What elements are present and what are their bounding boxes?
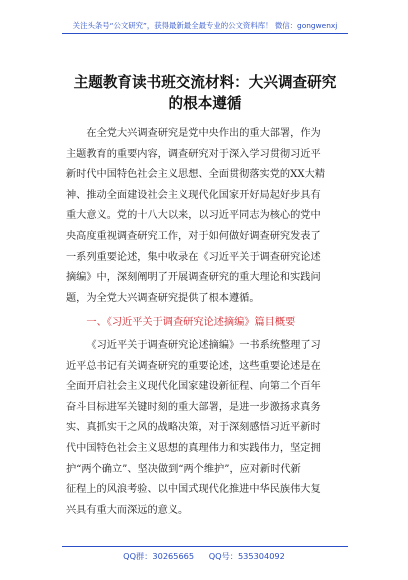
paragraph-overview [66,336,344,521]
text-line: 重大意义。党的十八大以来，以习近平同志为核心的党中 [66,210,321,222]
text-line: 在全党大兴调查研究是党中央作出的重大部署，作为 [86,128,321,139]
text-line: 神、推动全面建设社会主义现代化国家开好局起好步具有 [66,189,321,201]
text-line: 主题教育的重要内容，调查研究对于深入学习贯彻习近平 [66,148,321,160]
footer-divider [62,546,348,547]
text-line: 征程上的风浪考验、以中国式现代化推进中华民族伟大复 [66,484,321,496]
footer [0,549,408,563]
section-heading: 一、《习近平关于调查研究论述摘编》篇目概要 [86,317,296,328]
footer-qq-group: QQ群：30265665 [123,551,195,561]
text-line: 《习近平关于调查研究论述摘编》一书系统整理了习 [86,340,321,351]
footer-qq-number: QQ号：535304092 [208,551,285,561]
text-line: 近平总书记有关调查研究的重要论述，这些重要论述是在 [66,360,321,372]
text-line: 实、真抓实干之风的战略决策，对于深刻感悟习近平新时 [66,422,321,434]
title-line-2: 的根本遵循 [168,95,242,112]
text-line: 兴具有重大而深远的意义。 [66,504,189,516]
text-line: 题，为全党大兴调查研究提供了根本遵循。 [66,292,260,304]
header-banner: 关注头条号“公文研究”，获得最新最全最专业的公文资料库！ 微信：gongwenxj [72,21,338,30]
text-line: 一系列重要论述，集中收录在《习近平关于调查研究论述 [66,251,321,263]
text-line: 护“两个确立”、坚决做到“两个维护”，应对新时代新 [66,463,301,475]
text-line: 代中国特色社会主义思想的真理伟力和实践伟力，坚定拥 [66,442,321,454]
paragraph-intro [66,124,344,309]
document-title [60,72,350,114]
text-line: 央高度重视调查研究工作，对于如何做好调查研究发表了 [66,230,321,242]
text-line: 摘编》中，深刻阐明了开展调查研究的重大理论和实践问 [66,272,321,284]
text-line: 全面开启社会主义现代化国家建设新征程、向第二个百年 [66,381,321,393]
text-line: 新时代中国特色社会主义思想、全面贯彻落实党的XX大精 [66,169,326,181]
header-divider [62,33,348,34]
text-line: 奋斗目标进军关键时刻的重大部署，是进一步激扬求真务 [66,401,321,413]
title-line-1: 主题教育读书班交流材料：大兴调查研究 [73,74,337,91]
